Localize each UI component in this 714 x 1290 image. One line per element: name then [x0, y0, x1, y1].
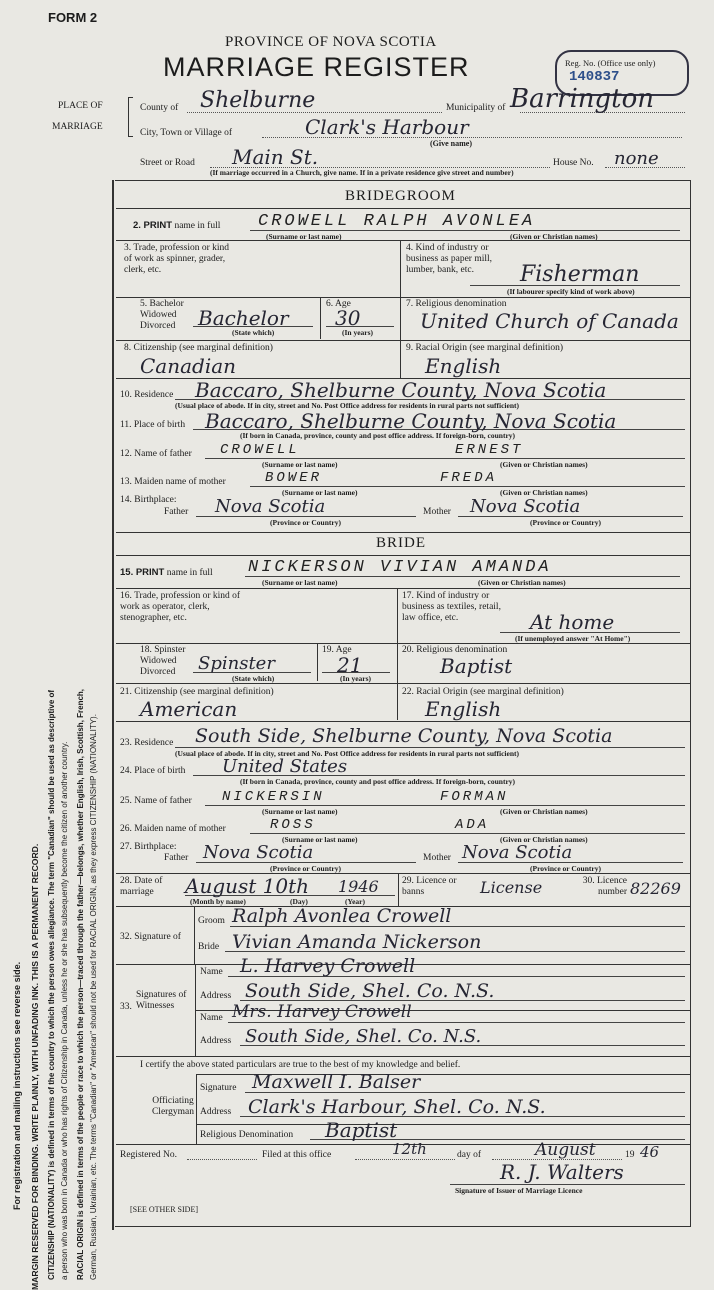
- groom-mother-birthplace: Nova Scotia: [470, 496, 581, 517]
- marriage-date: August 10th: [185, 874, 310, 898]
- reg-number-value: 140837: [569, 69, 620, 85]
- f25-label: 25. Name of father: [120, 796, 192, 806]
- groom-birthplace-note: (If born in Canada, province, county and post office address. If foreign-born, country): [240, 431, 516, 440]
- given-caption: (Given or Christian names): [500, 835, 588, 844]
- groom-citizenship: Canadian: [140, 354, 237, 378]
- bride-citizenship: American: [140, 697, 238, 721]
- issuer-signature: R. J. Walters: [500, 1160, 624, 1184]
- bride-industry-note: (If unemployed answer "At Home"): [515, 634, 631, 643]
- bride-mother-given: ADA: [455, 817, 490, 833]
- issuer-label: Signature of Issuer of Marriage Licence: [455, 1186, 583, 1195]
- f20-label: 20. Religious denomination: [402, 645, 508, 655]
- street-value: Main St.: [232, 145, 319, 169]
- father-word: Father: [164, 507, 189, 517]
- witness1-name: L. Harvey Crowell: [240, 955, 416, 977]
- given-caption: (Given or Christian names): [478, 578, 566, 587]
- bride-residence: South Side, Shelburne County, Nova Scotia: [195, 725, 613, 747]
- city-value: Clark's Harbour: [305, 115, 469, 139]
- county-value: Shelburne: [200, 88, 316, 113]
- groom-word: Groom: [198, 916, 225, 926]
- groom-in-years: (In years): [342, 328, 374, 337]
- bride-father-surname: NICKERSIN: [222, 789, 325, 805]
- groom-age: 30: [335, 306, 361, 330]
- bride-father-birthplace: Nova Scotia: [203, 842, 314, 863]
- bride-religion: Baptist: [440, 654, 513, 678]
- city-label: City, Town or Village of: [140, 128, 232, 138]
- groom-name: CROWELL RALPH AVONLEA: [258, 212, 536, 231]
- sidebar-line-3: CITIZENSHIP (NATIONALITY) is defined in terms of the country to which the person owes allegiance. The term "Canadian" should be used as descriptive of: [47, 689, 56, 1280]
- province-caption: (Province or Country): [270, 864, 341, 873]
- bride-signature: Vivian Amanda Nickerson: [232, 931, 482, 953]
- house-value: none: [614, 148, 659, 169]
- f19-label: 19. Age: [322, 645, 352, 655]
- state-which-caption: (State which): [232, 674, 275, 683]
- f21-label: 21. Citizenship (see marginal definition): [120, 687, 274, 697]
- f7-label: 7. Religious denomination: [406, 299, 507, 309]
- street-label: Street or Road: [140, 158, 195, 168]
- groom-mother-given: FREDA: [440, 470, 498, 486]
- f26-label: 26. Maiden name of mother: [120, 824, 226, 834]
- groom-industry-note: (If labourer specify kind of work above): [507, 287, 635, 296]
- bridegroom-header: BRIDEGROOM: [345, 188, 456, 204]
- sidebar-line-6: German, Russian, Ukrainian, etc. The terms "Canadian" or "American" should not be used for RACIAL ORIGIN, as they express CITIZENSHIP (NATIONALITY).: [89, 714, 98, 1280]
- f17-label: 17. Kind of industry or business as textiles, retail, law office, etc.: [402, 591, 501, 623]
- groom-residence: Baccaro, Shelburne County, Nova Scotia: [195, 378, 607, 402]
- f30-label: 30. Licence number: [582, 876, 627, 897]
- filed-month: August: [535, 1140, 596, 1160]
- father-word: Father: [164, 853, 189, 863]
- groom-industry: Fisherman: [520, 262, 640, 287]
- surname-caption: (Surname or last name): [282, 488, 358, 497]
- form-label: FORM 2: [48, 10, 98, 25]
- bride-racial-origin: English: [425, 697, 502, 721]
- filed-day: 12th: [392, 1140, 427, 1158]
- witness1-address: South Side, Shel. Co. N.S.: [245, 980, 495, 1002]
- page-title: MARRIAGE REGISTER: [163, 52, 470, 82]
- municipality-value: Barrington: [510, 84, 655, 114]
- province-caption: (Province or Country): [530, 518, 601, 527]
- filed-year-prefix: 19: [625, 1150, 635, 1160]
- f12-label: 12. Name of father: [120, 449, 192, 459]
- sidebar-line-1: For registration and mailing instructions see reverse side.: [12, 961, 22, 1210]
- clergy-signature: Maxwell I. Balser: [252, 1071, 421, 1093]
- licence-or-banns: License: [480, 878, 543, 897]
- groom-birthplace: Baccaro, Shelburne County, Nova Scotia: [205, 409, 617, 433]
- f4-label: 4. Kind of industry or business as paper mill, lumber, bank, etc.: [406, 243, 493, 275]
- groom-father-given: ERNEST: [455, 442, 524, 458]
- clergy-denomination: Baptist: [325, 1118, 398, 1142]
- denomination-label: Religious Denomination: [200, 1130, 294, 1140]
- f3-label: 3. Trade, profession or kind of work as spinner, grader, clerk, etc.: [124, 243, 230, 275]
- birthplace-note: (If born in Canada, province, county and post office address. If foreign-born, country): [240, 777, 516, 786]
- groom-state-which: (State which): [232, 328, 275, 337]
- address-word: Address: [200, 1036, 232, 1046]
- bride-name: NICKERSON VIVIAN AMANDA: [248, 558, 552, 577]
- province-caption: (Province or Country): [270, 518, 341, 527]
- given-caption: (Given or Christian names): [500, 807, 588, 816]
- municipality-label: Municipality of: [446, 103, 506, 113]
- groom-residence-note: (Usual place of abode. If in city, street and No. Post Office address for residents in rural parts not sufficient): [175, 401, 520, 410]
- f6-label: 6. Age: [326, 299, 351, 309]
- f27-label: 27. Birthplace:: [120, 842, 177, 852]
- province-caption: (Province or Country): [530, 864, 601, 873]
- bride-father-given: FORMAN: [440, 789, 509, 805]
- day-of-label: day of: [457, 1150, 482, 1160]
- sidebar-line-4: a person who was born in Canada or who has rights of Citizenship in Canada, unless he or she has subsequently become the citizen of another country.: [60, 741, 69, 1280]
- f9-label: 9. Racial Origin (see marginal definition): [406, 343, 564, 353]
- f32-label: 32. Signature of: [120, 932, 181, 942]
- mother-word: Mother: [423, 853, 451, 863]
- f23-label: 23. Residence: [120, 738, 174, 748]
- f22-label: 22. Racial Origin (see marginal definition): [402, 687, 564, 697]
- address-word: Address: [200, 1107, 232, 1117]
- give-name-caption: (Give name): [430, 139, 472, 148]
- f33-label: 33.: [120, 1002, 132, 1012]
- province-heading: PROVINCE OF NOVA SCOTIA: [225, 34, 437, 50]
- day-caption: (Day): [290, 897, 308, 906]
- surname-caption: (Surname or last name): [282, 835, 358, 844]
- residence-note: (Usual place of abode. If in city, street and No. Post Office address for residents in rural parts not sufficient): [175, 749, 520, 758]
- year-caption: (Year): [345, 897, 365, 906]
- groom-surname-caption: (Surname or last name): [266, 232, 342, 241]
- bride-industry: At home: [530, 610, 615, 634]
- groom-father-surname: CROWELL: [220, 442, 300, 458]
- given-caption: (Given or Christian names): [500, 460, 588, 469]
- name-word: Name: [200, 1013, 223, 1023]
- surname-caption: (Surname or last name): [262, 578, 338, 587]
- officiating-label: Officiating Clergyman: [151, 1096, 195, 1117]
- surname-caption: (Surname or last name): [262, 807, 338, 816]
- margin-instructions: [0, 140, 112, 1290]
- groom-father-birthplace: Nova Scotia: [215, 496, 326, 517]
- bride-mother-surname: ROSS: [270, 817, 316, 833]
- place-of-label: PLACE OF: [58, 101, 103, 111]
- reg-number-label: Reg. No. (Office use only): [565, 58, 656, 68]
- f2-label: 2. PRINT name in full: [133, 220, 221, 231]
- mother-word: Mother: [423, 507, 451, 517]
- month-caption: (Month by name): [190, 897, 246, 906]
- f13-label: 13. Maiden name of mother: [120, 477, 226, 487]
- certify-statement: I certify the above stated particulars are true to the best of my knowledge and belief.: [140, 1060, 461, 1070]
- groom-signature: Ralph Avonlea Crowell: [232, 905, 452, 927]
- f10-label: 10. Residence: [120, 390, 174, 400]
- filed-label: Filed at this office: [262, 1150, 332, 1160]
- witness2-name: Mrs. Harvey Crowell: [232, 1002, 412, 1022]
- f5-label: 5. Bachelor Widowed Divorced: [140, 299, 184, 331]
- witness-label: Signatures of Witnesses: [136, 990, 187, 1011]
- name-word: Name: [200, 967, 223, 977]
- address-word: Address: [200, 991, 232, 1001]
- f16-label: 16. Trade, profession or kind of work as operator, clerk, stenographer, etc.: [120, 591, 241, 623]
- bride-age: 21: [337, 653, 363, 677]
- marriage-label: MARRIAGE: [52, 122, 103, 132]
- groom-status: Bachelor: [198, 306, 289, 330]
- f15-label: 15. PRINT name in full: [120, 567, 213, 578]
- f24-label: 24. Place of birth: [120, 766, 186, 776]
- sidebar-line-2: MARGIN RESERVED FOR BINDING. WRITE PLAINLY, WITH UNFADING INK. THIS IS A PERMANENT RECORD.: [30, 843, 40, 1290]
- licence-number: 82269: [630, 879, 681, 898]
- in-years-caption: (In years): [340, 674, 372, 683]
- groom-religion: United Church of Canada: [420, 309, 679, 333]
- street-note: (If marriage occurred in a Church, give name. If in a private residence give street and number): [210, 168, 514, 177]
- house-label: House No.: [553, 158, 594, 168]
- witness2-address: South Side, Shel. Co. N.S.: [245, 1026, 482, 1047]
- groom-given-caption: (Given or Christian names): [510, 232, 598, 241]
- registered-no-label: Registered No.: [120, 1150, 177, 1160]
- f8-label: 8. Citizenship (see marginal definition): [124, 343, 273, 353]
- see-other-side: [SEE OTHER SIDE]: [130, 1205, 198, 1214]
- bride-mother-birthplace: Nova Scotia: [462, 842, 573, 863]
- f29-label: 29. Licence or banns: [402, 876, 457, 897]
- marriage-year: 1946: [338, 877, 379, 896]
- given-caption: (Given or Christian names): [500, 488, 588, 497]
- surname-caption: (Surname or last name): [262, 460, 338, 469]
- sidebar-line-5: RACIAL ORIGIN is defined in terms of the people or race to which the person—traced through the father—belongs, whether English, Irish, Scottish, French,: [76, 688, 85, 1280]
- bride-word: Bride: [198, 942, 220, 952]
- county-label: County of: [140, 103, 179, 113]
- groom-racial-origin: English: [425, 354, 502, 378]
- groom-mother-surname: BOWER: [265, 470, 323, 486]
- clergy-address: Clark's Harbour, Shel. Co. N.S.: [248, 1096, 546, 1118]
- f11-label: 11. Place of birth: [120, 420, 186, 430]
- filed-year: 46: [640, 1143, 660, 1161]
- bride-header: BRIDE: [376, 535, 426, 551]
- f28-label: 28. Date of marriage: [120, 876, 163, 897]
- signature-word: Signature: [200, 1083, 237, 1093]
- bride-birthplace: United States: [222, 756, 348, 777]
- bride-status: Spinster: [198, 653, 275, 674]
- f18-label: 18. Spinster Widowed Divorced: [140, 645, 186, 677]
- f14-label: 14. Birthplace:: [120, 495, 177, 505]
